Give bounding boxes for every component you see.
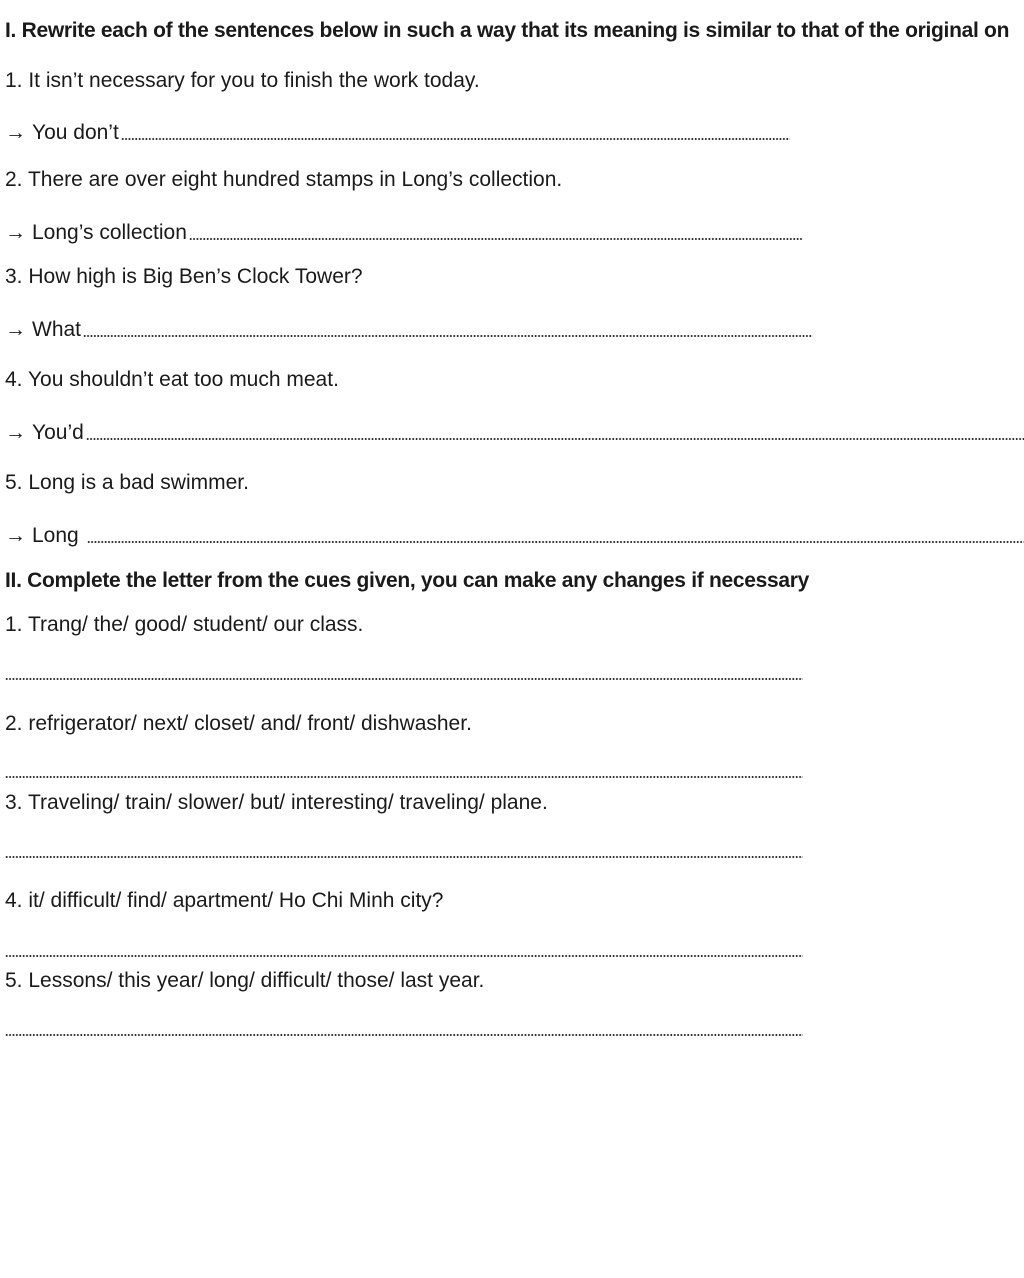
s1-answer-prompt-5: Long [32, 524, 85, 547]
section-1-heading: I. Rewrite each of the sentences below in such a way that its meaning is similar to that of the original on [5, 19, 1010, 42]
s2-question-5: 5. Lessons/ this year/ long/ difficult/ those/ last year. [5, 969, 485, 992]
s2-question-1: 1. Trang/ the/ good/ student/ our class. [5, 613, 364, 636]
s1-answer-line-4[interactable] [5, 420, 1024, 446]
s1-answer-prompt-2: Long’s collection [32, 221, 187, 244]
s1-answer-prompt-1: You don’t [32, 121, 119, 144]
s1-question-4: 4. You shouldn’t eat too much meat. [5, 368, 339, 391]
arrow-right-icon: → [5, 318, 26, 341]
section-2-heading: II. Complete the letter from the cues given, you can make any changes if necessary [5, 569, 810, 592]
arrow-right-icon: → [5, 221, 26, 244]
s2-question-3: 3. Traveling/ train/ slower/ but/ interesting/ traveling/ plane. [5, 791, 548, 814]
s1-answer-line-3[interactable] [5, 317, 813, 343]
s1-question-1: 1. It isn’t necessary for you to finish the work today. [5, 69, 480, 92]
answer-blank[interactable] [87, 540, 1024, 544]
answer-blank[interactable] [83, 334, 813, 338]
arrow-right-icon: → [5, 121, 26, 144]
s2-answer-blank-5[interactable] [5, 1033, 803, 1037]
answer-blank[interactable] [189, 237, 803, 241]
s1-answer-line-5[interactable] [5, 523, 1024, 549]
s1-answer-prompt-4: You’d [32, 421, 84, 444]
arrow-right-icon: → [5, 524, 26, 547]
s2-question-4: 4. it/ difficult/ find/ apartment/ Ho Chi Minh city? [5, 889, 444, 912]
s1-answer-line-1[interactable] [5, 120, 790, 146]
s1-question-3: 3. How high is Big Ben’s Clock Tower? [5, 265, 363, 288]
s2-question-2: 2. refrigerator/ next/ closet/ and/ front/ dishwasher. [5, 712, 472, 735]
s2-answer-blank-4[interactable] [5, 954, 803, 958]
s1-question-2: 2. There are over eight hundred stamps in Long’s collection. [5, 168, 563, 191]
s2-answer-blank-1[interactable] [5, 677, 803, 681]
answer-blank[interactable] [86, 437, 1024, 441]
arrow-right-icon: → [5, 421, 26, 444]
answer-blank[interactable] [121, 137, 790, 141]
s1-answer-prompt-3: What [32, 318, 82, 341]
s2-answer-blank-2[interactable] [5, 775, 803, 779]
s2-answer-blank-3[interactable] [5, 855, 803, 859]
s1-question-5: 5. Long is a bad swimmer. [5, 471, 249, 494]
s1-answer-line-2[interactable] [5, 220, 803, 246]
